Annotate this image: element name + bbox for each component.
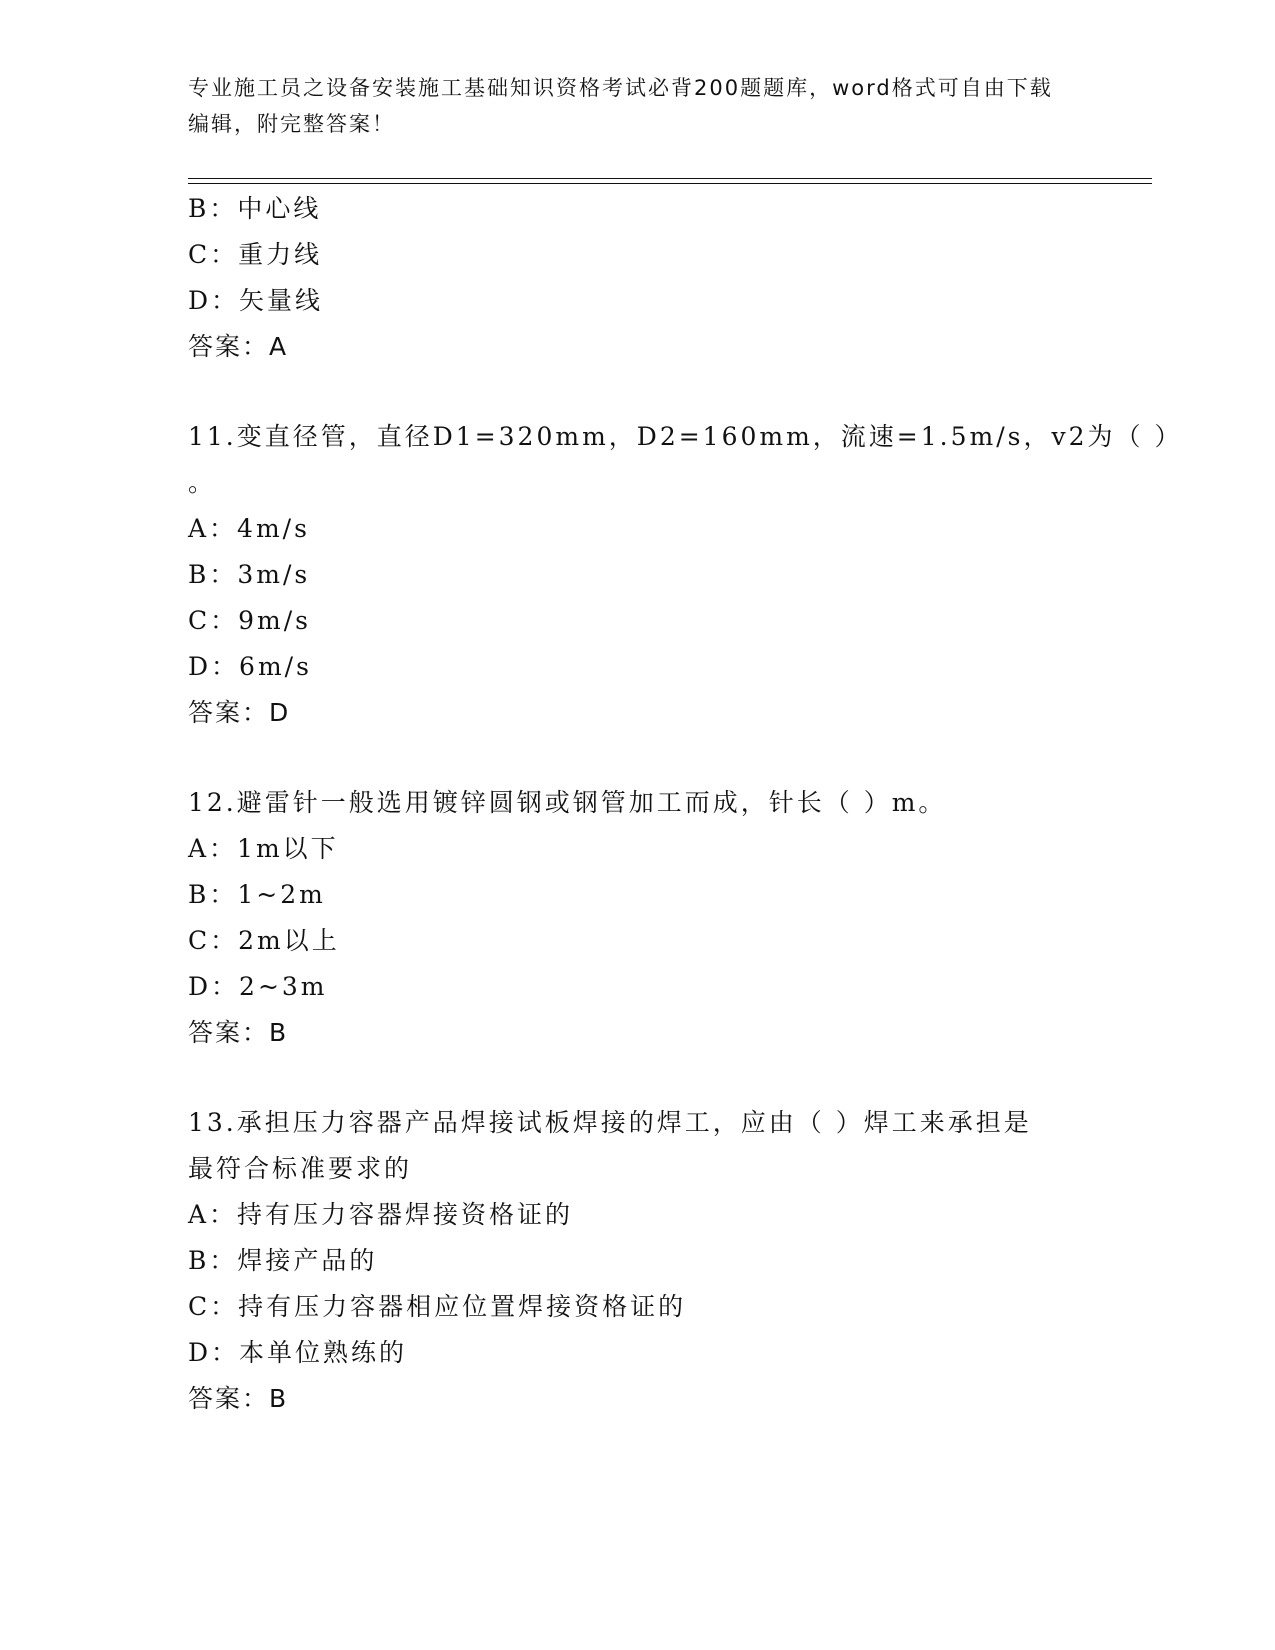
question-list	[188, 186, 1183, 1422]
option-a: A：4m/s	[188, 514, 310, 543]
answer-line: 答案：D	[188, 698, 291, 727]
option-b: B：中心线	[188, 194, 322, 223]
question-10-continuation	[188, 186, 1088, 370]
option-d: D：矢量线	[188, 286, 324, 315]
option-b: B：3m/s	[188, 560, 311, 589]
option-c: C：重力线	[188, 240, 323, 269]
option-b: B：1~2m	[188, 880, 326, 909]
question-title: 11.变直径管，直径D1=320mm，D2=160mm，流速=1.5m/s，v2为（ ）	[188, 422, 1183, 451]
option-d: D：本单位熟练的	[188, 1338, 408, 1367]
question-title: 12.避雷针一般选用镀锌圆钢或钢管加工而成，针长（ ）m。	[188, 788, 947, 817]
answer-line: 答案：A	[188, 332, 289, 361]
answer-line: 答案：B	[188, 1384, 289, 1413]
option-a: A：持有压力容器焊接资格证的	[188, 1200, 574, 1229]
answer-line: 答案：B	[188, 1018, 289, 1047]
option-c: C：9m/s	[188, 606, 311, 635]
option-d: D：6m/s	[188, 652, 312, 681]
question-11	[188, 414, 1183, 736]
question-title-continuation: 。	[188, 468, 217, 497]
option-c: C：持有压力容器相应位置焊接资格证的	[188, 1292, 687, 1321]
header-divider-bottom	[188, 183, 1152, 184]
option-a: A：1m以下	[188, 834, 339, 863]
document-header: 专业施工员之设备安装施工基础知识资格考试必背200题题库，word格式可自由下载编辑，附完整答案！	[188, 76, 1053, 136]
option-d: D：2~3m	[188, 972, 328, 1001]
question-12	[188, 780, 1088, 1056]
question-title: 13.承担压力容器产品焊接试板焊接的焊工，应由（ ）焊工来承担是最符合标准要求的	[188, 1108, 1032, 1183]
header-divider-top	[188, 178, 1152, 179]
option-b: B：焊接产品的	[188, 1246, 378, 1275]
option-c: C：2m以上	[188, 926, 340, 955]
question-13	[188, 1100, 1088, 1422]
